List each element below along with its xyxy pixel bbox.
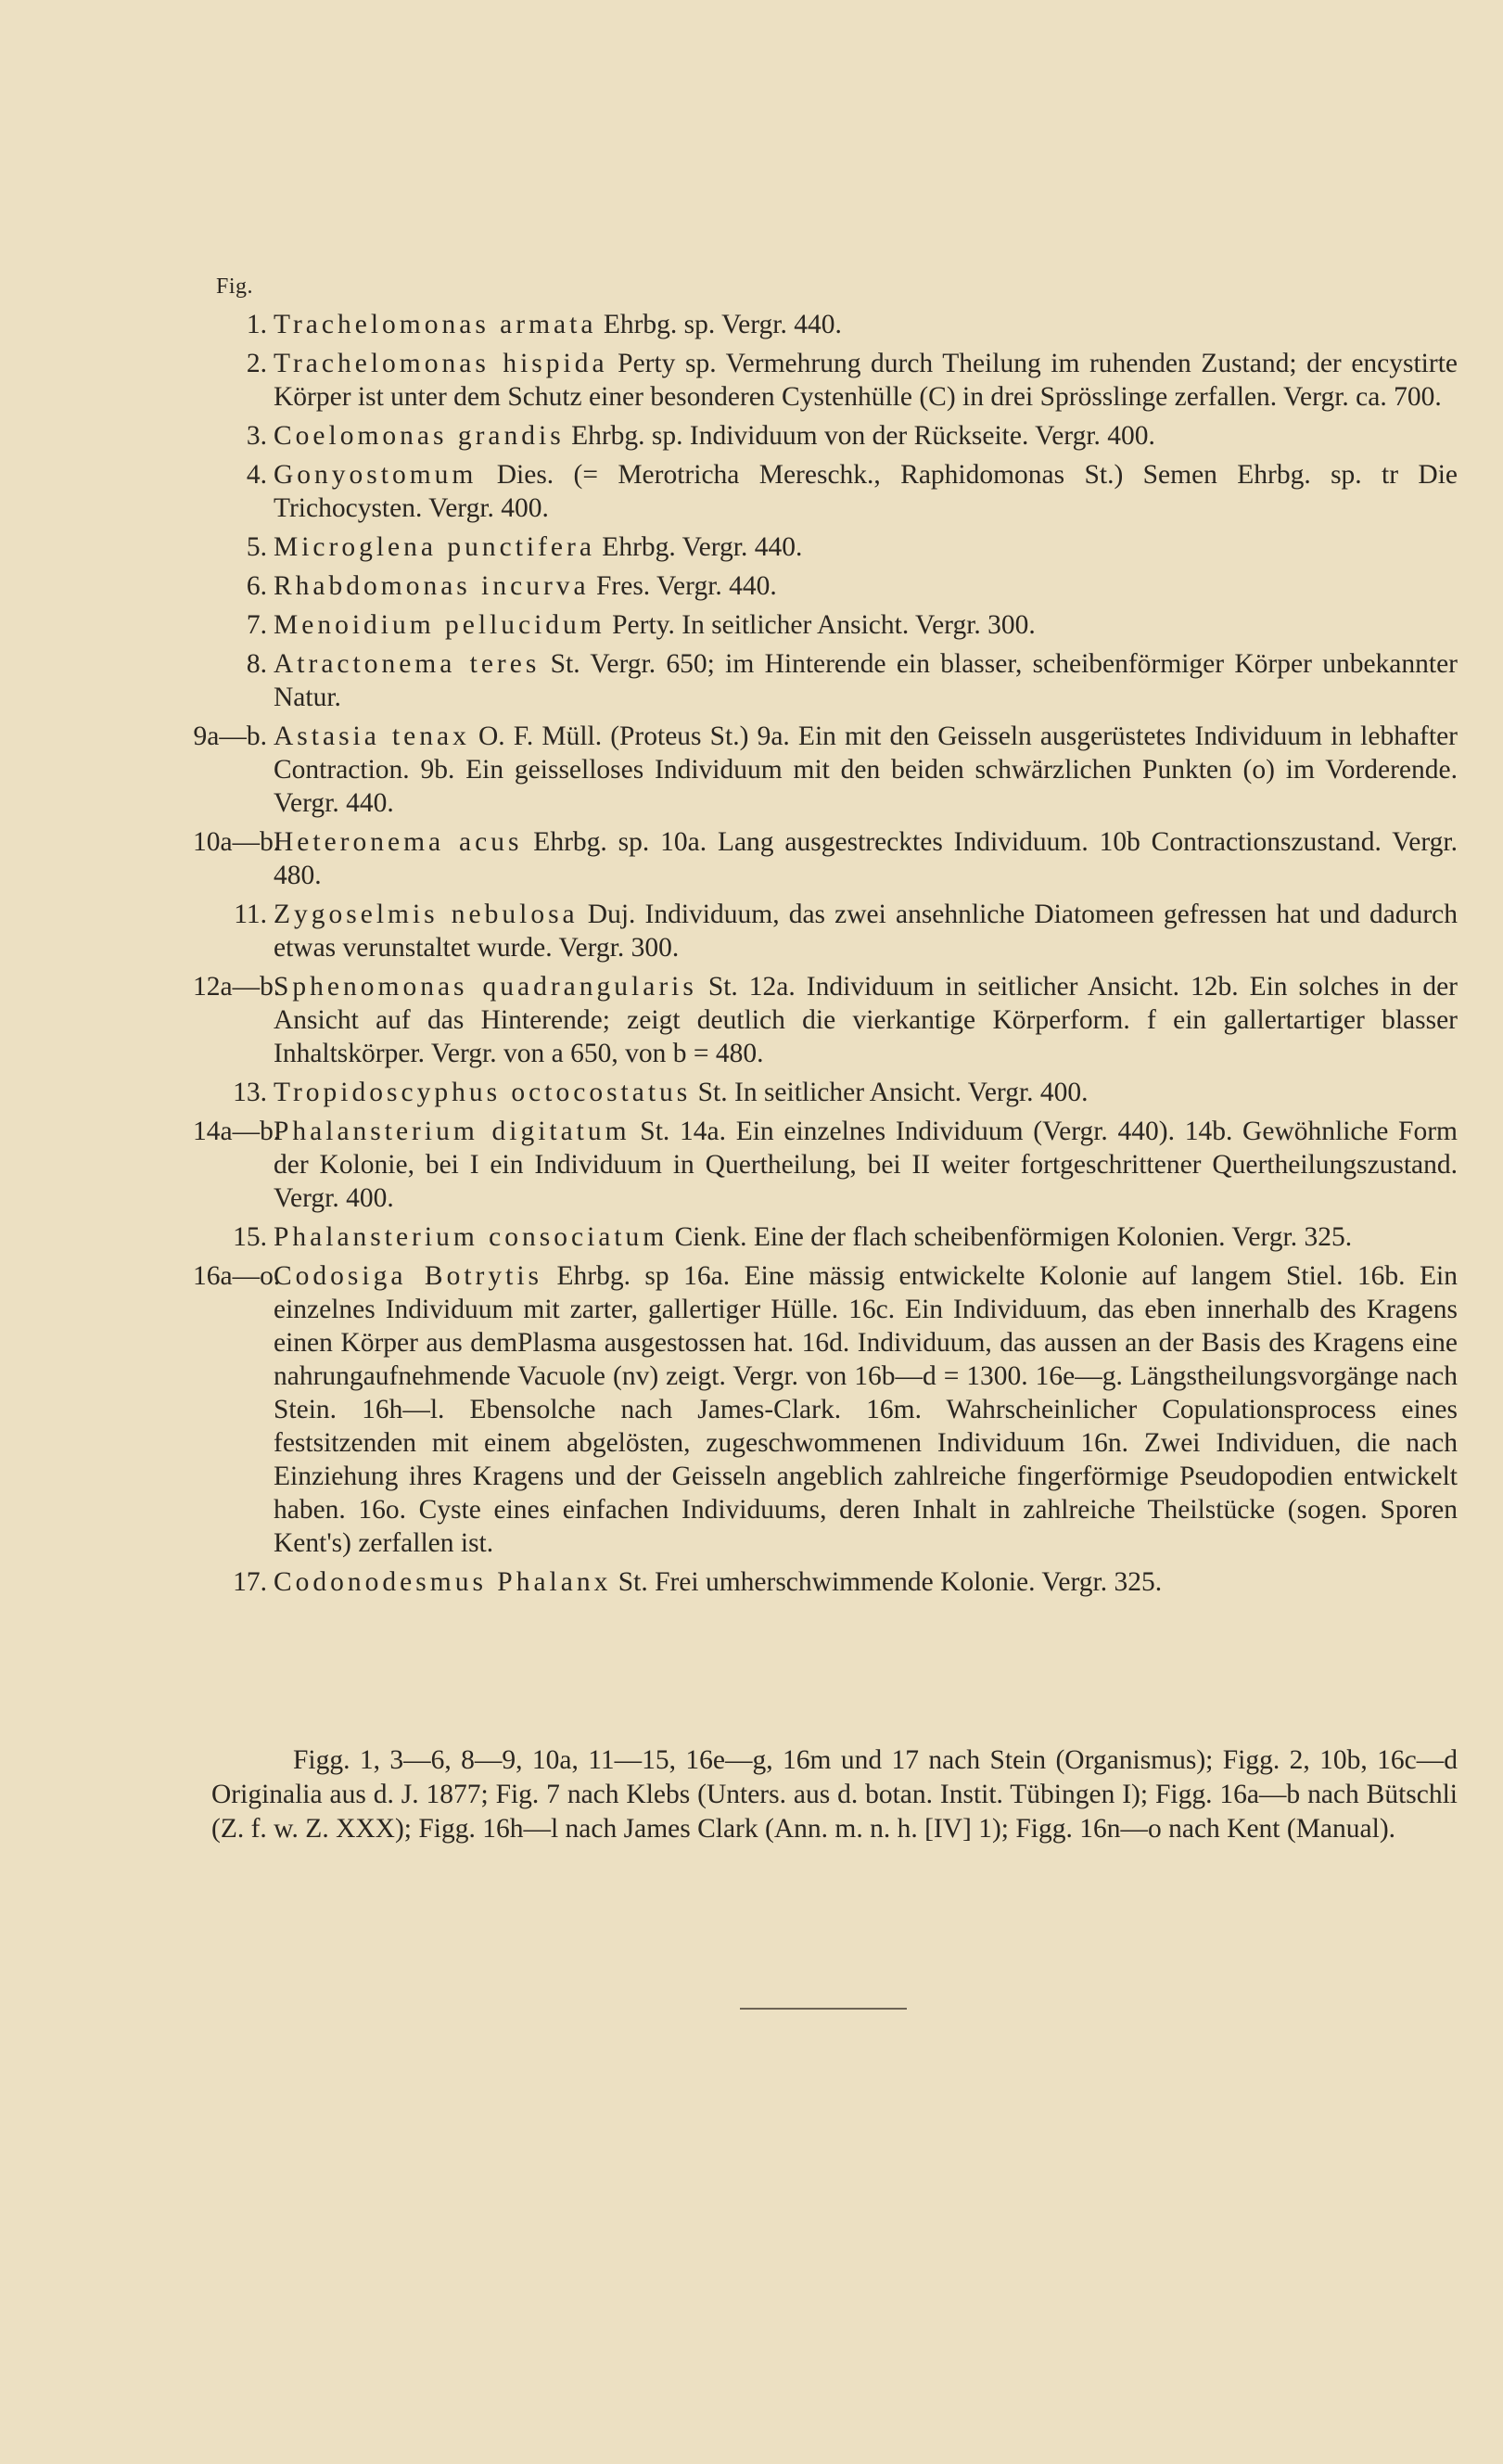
- entry-text: Dies. (= Merotricha Mereschk., Raphidomonas St.) Semen Ehrbg. sp. tr Die Trichocysten. Vergr. 400.: [274, 460, 1458, 523]
- legend-entry-4: [204, 458, 1458, 525]
- figure-sources-note: Figg. 1, 3—6, 8—9, 10a, 11—15, 16e—g, 16m und 17 nach Stein (Organismus); Figg. 2, 10b, 16c—d Originalia aus d. J. 1877; Fig. 7 nach Klebs (Unters. aus d. botan. Instit. Tübingen I); Figg. 16a—b nach Bütschli (Z. f. w. Z. XXX); Figg. 16h—l nach James Clark (Ann. m. n. h. [IV] 1); Figg. 16n—o nach Kent (Manual).: [211, 1745, 1458, 1844]
- legend-entry-13: [204, 1076, 1458, 1109]
- legend-entry-7: [204, 608, 1458, 642]
- entry-number: 9a—b.: [193, 721, 267, 751]
- legend-entry-12: [193, 970, 1458, 1070]
- entry-number: 7.: [246, 610, 267, 640]
- entry-number: 15.: [233, 1222, 267, 1252]
- species-name: Trachelomonas hispida: [274, 349, 608, 378]
- species-name: Codosiga Botrytis: [274, 1261, 542, 1291]
- species-name: Phalansterium consociatum: [274, 1222, 669, 1252]
- legend-entry-9: [193, 720, 1458, 820]
- species-name: Trachelomonas armata: [274, 310, 597, 339]
- species-name: Tropidoscyphus octocostatus: [274, 1078, 692, 1107]
- legend-entry-16: [193, 1259, 1458, 1560]
- entry-text: Duj. Individuum, das zwei ansehnliche Diatomeen gefressen hat und dadurch etwas verunstaltet wurde. Vergr. 300.: [274, 900, 1458, 963]
- entry-text: Ehrbg. sp 16a. Eine mässig entwickelte Kolonie auf langem Stiel. 16b. Ein einzelnes Individuum mit zarter, gallertiger Hülle. 16c. Ein Individuum, das eben innerhalb des Kragens einen Körper aus demPlasma ausgestossen hat. 16d. Individuum, das aussen an der Basis des Kragens eine nahrungaufnehmende Vacuole (nv) zeigt. Vergr. von 16b—d = 1300. 16e—g. Längstheilungsvorgänge nach Stein. 16h—l. Ebensolche nach James-Clark. 16m. Wahrscheinlicher Copulationsprocess eines festsitzenden mit einem abgelösten, zugeschwommenen Individuum 16n. Zwei Individuen, die nach Einziehung ihres Kragens und der Geisseln angeblich zahlreiche fingerförmige Pseudopodien entwickelt haben. 16o. Cyste eines einfachen Individuums, deren Inhalt in zahlreiche Theilstücke (sogen. Sporen Kent's) zerfallen ist.: [274, 1261, 1458, 1558]
- species-name: Codonodesmus Phalanx: [274, 1567, 612, 1597]
- entry-text: St. In seitlicher Ansicht. Vergr. 400.: [691, 1078, 1089, 1107]
- species-name: Astasia tenax: [274, 721, 470, 751]
- entry-number: 12a—b.: [193, 972, 281, 1002]
- legend-entry-17: [204, 1565, 1458, 1599]
- legend-entry-11: [204, 898, 1458, 964]
- entry-number: 11.: [234, 900, 267, 929]
- species-name: Sphenomonas quadrangularis: [274, 972, 697, 1002]
- entry-text: St. 14a. Ein einzelnes Individuum (Vergr. 440). 14b. Gewöhnliche Form der Kolonie, bei I ein Individuum in Quertheilung, bei II weiter fortgeschrittener Quertheilungszustand. Vergr. 400.: [274, 1117, 1458, 1213]
- entry-text: Ehrbg. sp. Individuum von der Rückseite. Vergr. 400.: [564, 421, 1155, 451]
- legend-entry-1: [204, 308, 1458, 341]
- entry-text: St. Frei umherschwimmende Kolonie. Vergr. 325.: [611, 1567, 1163, 1597]
- entry-number: 17.: [233, 1567, 267, 1597]
- entry-text: St. Vergr. 650; im Hinterende ein blasser, scheibenförmiger Körper unbekannter Natur.: [274, 649, 1458, 712]
- legend-entry-2: [204, 347, 1458, 414]
- species-name: Phalansterium digitatum: [274, 1117, 630, 1146]
- species-name: Menoidium pellucidum: [274, 610, 605, 640]
- figure-legend-list: [193, 308, 1458, 1604]
- entry-text: Ehrbg. sp. 10a. Lang ausgestrecktes Individuum. 10b Contractionszustand. Vergr. 480.: [274, 827, 1458, 890]
- species-name: Zygoselmis nebulosa: [274, 900, 579, 929]
- entry-text: Perty sp. Vermehrung durch Theilung im ruhenden Zustand; der encystirte Körper ist unter dem Schutz einer besonderen Cystenhülle (C) in drei Sprösslinge zerfallen. Vergr. ca. 700.: [274, 349, 1458, 412]
- entry-number: 6.: [246, 571, 267, 601]
- entry-number: 16a—o.: [193, 1261, 281, 1291]
- species-name: Rhabdomonas incurva: [274, 571, 590, 601]
- fig-label: Fig.: [216, 274, 254, 299]
- legend-entry-15: [204, 1220, 1458, 1254]
- species-name: Microglena punctifera: [274, 532, 595, 562]
- legend-entry-3: [204, 419, 1458, 453]
- entry-number: 14a—b.: [193, 1117, 281, 1146]
- species-name: Atractonema teres: [274, 649, 541, 679]
- entry-number: 5.: [246, 532, 267, 562]
- entry-number: 8.: [246, 649, 267, 679]
- entry-text: O. F. Müll. (Proteus St.) 9a. Ein mit den Geisseln ausgerüstetes Individuum in lebhafter Contraction. 9b. Ein geisselloses Individuum mit den beiden schwärzlichen Punkten (o) im Vorderende. Vergr. 440.: [274, 721, 1458, 818]
- entry-number: 1.: [246, 310, 267, 339]
- legend-entry-10: [193, 825, 1458, 892]
- entry-text: Fres. Vergr. 440.: [589, 571, 777, 601]
- species-name: Gonyostomum: [274, 460, 478, 490]
- species-name: Coelomonas grandis: [274, 421, 565, 451]
- legend-entry-8: [204, 647, 1458, 714]
- legend-entry-14: [193, 1115, 1458, 1215]
- legend-entry-5: [204, 530, 1458, 564]
- entry-number: 2.: [246, 349, 267, 378]
- entry-number: 10a—b.: [193, 827, 281, 857]
- entry-number: 3.: [246, 421, 267, 451]
- entry-text: Cienk. Eine der flach scheibenförmigen Kolonien. Vergr. 325.: [668, 1222, 1353, 1252]
- legend-entry-6: [204, 569, 1458, 603]
- divider-rule: [740, 2008, 907, 2010]
- species-name: Heteronema acus: [274, 827, 523, 857]
- entry-text: Ehrbg. Vergr. 440.: [594, 532, 803, 562]
- entry-text: Perty. In seitlicher Ansicht. Vergr. 300.: [605, 610, 1036, 640]
- entry-text: Ehrbg. sp. Vergr. 440.: [596, 310, 842, 339]
- entry-text: St. 12a. Individuum in seitlicher Ansicht. 12b. Ein solches in der Ansicht auf das Hinterende; zeigt deutlich die vierkantige Körperform. f ein gallertartiger blasser Inhaltskörper. Vergr. von a 650, von b = 480.: [274, 972, 1458, 1068]
- entry-number: 4.: [246, 460, 267, 490]
- entry-number: 13.: [233, 1078, 267, 1107]
